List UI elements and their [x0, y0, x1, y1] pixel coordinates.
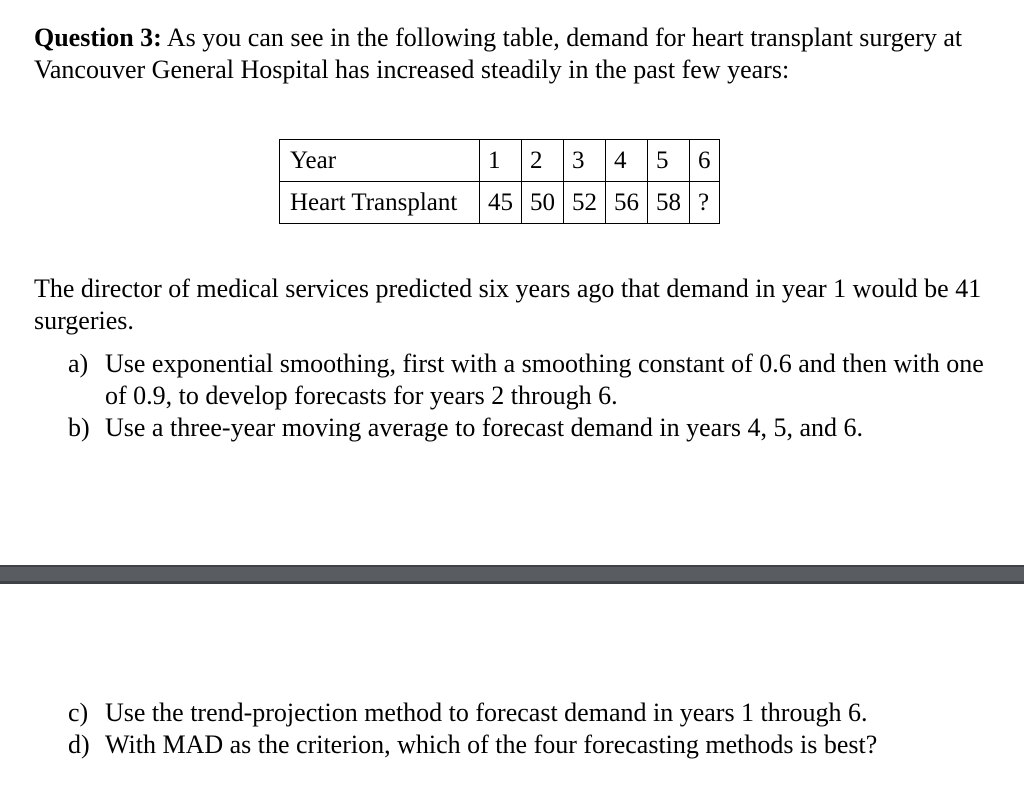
table-cell-demand-1: 45	[480, 182, 522, 224]
part-text: Use a three-year moving average to forecast demand in years 4, 5, and 6.	[105, 413, 864, 442]
question-text: As you can see in the following table, demand for heart transplant surgery at Vancouver General Hospital has increased steadily in the past few years:	[34, 23, 963, 84]
table-cell-year-2: 2	[522, 140, 564, 182]
part-text: Use exponential smoothing, first with a smoothing constant of 0.6 and then with one of 0.9, to develop forecasts for years 2 through 6.	[105, 349, 984, 410]
table-cell-demand-5: 58	[648, 182, 690, 224]
list-item	[68, 348, 1008, 412]
intro-paragraph: The director of medical services predicted six years ago that demand in year 1 would be 41 surgeries.	[34, 274, 982, 335]
table-header-year: Year	[280, 140, 480, 182]
part-text: With MAD as the criterion, which of the four forecasting methods is best?	[105, 730, 878, 759]
table-cell-year-1: 1	[480, 140, 522, 182]
table-cell-demand-2: 50	[522, 182, 564, 224]
part-label: c)	[68, 698, 89, 727]
table-cell-demand-6: ?	[690, 182, 720, 224]
parts-list-top	[68, 348, 1008, 444]
part-label: b)	[68, 413, 90, 442]
table-cell-year-3: 3	[564, 140, 606, 182]
table-row-demand	[280, 182, 720, 224]
question-title	[34, 22, 1014, 86]
table-cell-year-6: 6	[690, 140, 720, 182]
list-item	[68, 697, 1008, 729]
table-header-demand: Heart Transplant	[280, 182, 480, 224]
table-cell-year-5: 5	[648, 140, 690, 182]
list-item	[68, 412, 1008, 444]
part-text: Use the trend-projection method to forecast demand in years 1 through 6.	[105, 698, 868, 727]
table-row-year	[280, 140, 720, 182]
table-cell-demand-3: 52	[564, 182, 606, 224]
parts-list-bottom	[68, 697, 1008, 761]
part-label: d)	[68, 730, 90, 759]
table-cell-demand-4: 56	[606, 182, 648, 224]
question-label: Question 3:	[34, 23, 162, 52]
part-label: a)	[68, 349, 89, 378]
demand-table	[279, 139, 720, 224]
list-item	[68, 729, 1008, 761]
table-cell-year-4: 4	[606, 140, 648, 182]
page-divider	[0, 565, 1024, 584]
